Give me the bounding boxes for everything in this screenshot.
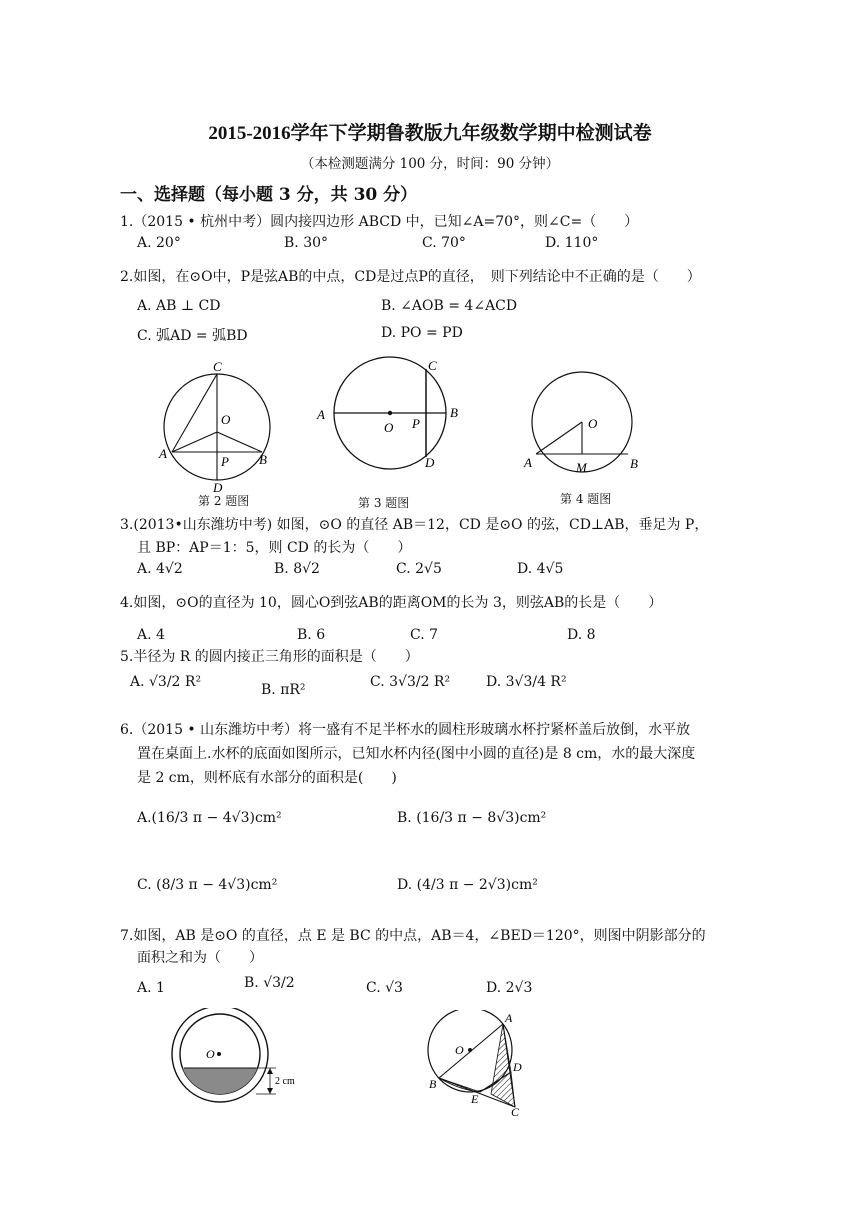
question-6-option-b: B. (16/3 π − 8√3)cm² [397,810,547,826]
question-1-option-d: D. 110° [545,235,599,251]
question-4-stem: 4.如图，⊙O的直径为 10，圆心O到弦AB的距离OM的长为 3，则弦AB的长是（ ） [120,595,663,611]
question-4-option-b: B. 6 [297,627,326,643]
figure-3 [312,355,472,490]
fig7-label-o: O [455,1043,464,1057]
question-1-option-b: B. 30° [284,235,329,251]
fig4-label-b: B [630,456,638,471]
figure-2-caption: 第 2 题图 [198,494,250,508]
question-7-option-a: A. 1 [137,980,165,996]
fig2-label-b: B [259,452,267,467]
question-7-option-c: C. √3 [366,980,403,996]
question-7-option-b: B. √3/2 [244,975,295,991]
question-2-option-d: D. PO = PD [381,325,463,341]
question-5-option-c: C. 3√3/2 R² [370,674,451,690]
fig2-label-p: P [221,454,229,469]
question-5-option-d: D. 3√3/4 R² [486,674,567,690]
fig2-label-d: D [213,480,223,495]
fig3-label-b: B [450,405,458,420]
question-7-line-1: 7.如图，AB 是⊙O 的直径，点 E 是 BC 的中点，AB＝4，∠BED＝120°，则图中阴影部分的 [120,928,706,944]
question-2-option-c: C. 弧AD = 弧BD [137,328,248,344]
question-3-line-2: 且 BP：AP＝1：5，则 CD 的长为（ ） [137,540,412,556]
question-7-option-d: D. 2√3 [486,980,533,996]
fig2-label-a: A [159,446,167,461]
fig4-label-o: O [588,416,598,431]
question-3-option-a: A. 4√2 [137,561,183,577]
fig7-label-a: A [505,1011,513,1025]
question-3-option-b: B. 8√2 [274,561,320,577]
fig7-label-c: C [511,1105,520,1119]
question-5-option-a: A. √3/2 R² [130,674,202,690]
question-5-stem: 5.半径为 R 的圆内接正三角形的面积是（ ） [120,649,419,665]
page-title: 2015-2016学年下学期鲁教版九年级数学期中检测试卷 [208,123,652,144]
figure-2 [155,360,280,495]
figure-4 [520,370,650,485]
fig7-label-d: D [513,1060,522,1074]
fig3-label-a: A [317,407,325,422]
section-heading: 一、选择题（每小题 3 分，共 30 分） [120,185,418,205]
question-6-line-3: 是 2 cm，则杯底有水部分的面积是( ) [137,770,397,786]
cup-label-o: O [206,1047,215,1061]
figure-3-caption: 第 3 题图 [358,496,410,510]
question-4-option-d: D. 8 [567,627,596,643]
question-6-option-a: A.(16/3 π − 4√3)cm² [137,810,282,826]
question-1-stem: 1.（2015 • 杭州中考）圆内接四边形 ABCD 中，已知∠A=70°，则∠C=（ ） [120,214,639,230]
fig3-label-p: P [412,416,420,431]
question-5-option-b: B. πR² [261,682,306,698]
question-1-option-c: C. 70° [422,235,466,251]
question-1-option-a: A. 20° [137,235,181,251]
fig3-label-d: D [425,455,435,470]
question-2-option-a: A. AB ⊥ CD [137,298,221,314]
question-6-option-d: D. (4/3 π − 2√3)cm² [397,877,538,893]
figure-7 [425,1010,545,1120]
question-4-option-c: C. 7 [410,627,439,643]
question-3-line-1: 3.(2013•山东潍坊中考) 如图，⊙O 的直径 AB＝12，CD 是⊙O 的弦，CD⊥AB，垂足为 P， [120,517,709,533]
fig7-label-b: B [429,1077,437,1091]
figure-cup [170,1008,320,1108]
question-6-line-2: 置在桌面上.水杯的底面如图所示，已知水杯内径(图中小圆的直径)是 8 cm，水的最大深度 [137,746,696,762]
fig4-label-a: A [524,455,532,470]
fig3-label-c: C [428,358,437,373]
question-6-option-c: C. (8/3 π − 4√3)cm² [137,877,278,893]
fig3-label-o: O [384,420,394,435]
fig2-label-o: O [221,412,231,427]
page-subtitle: （本检测题满分 100 分，时间：90 分钟） [300,156,560,172]
question-2-stem: 2.如图，在⊙O中，P是弦AB的中点，CD是过点P的直径， 则下列结论中不正确的是（ ） [120,269,701,285]
question-6-line-1: 6.（2015 • 山东潍坊中考）将一盛有不足半杯水的圆柱形玻璃水杯拧紧杯盖后放倒，水平放 [120,722,691,738]
figure-4-caption: 第 4 题图 [560,492,612,506]
fig7-label-e: E [471,1092,479,1106]
question-2-option-b: B. ∠AOB = 4∠ACD [381,298,518,314]
cup-depth-label: 2 cm [275,1076,295,1087]
fig4-label-m: M [576,460,587,475]
question-3-option-d: D. 4√5 [517,561,564,577]
fig2-label-c: C [213,360,222,374]
question-4-option-a: A. 4 [137,627,165,643]
question-3-option-c: C. 2√5 [396,561,442,577]
question-7-line-2: 面积之和为（ ） [137,950,263,966]
